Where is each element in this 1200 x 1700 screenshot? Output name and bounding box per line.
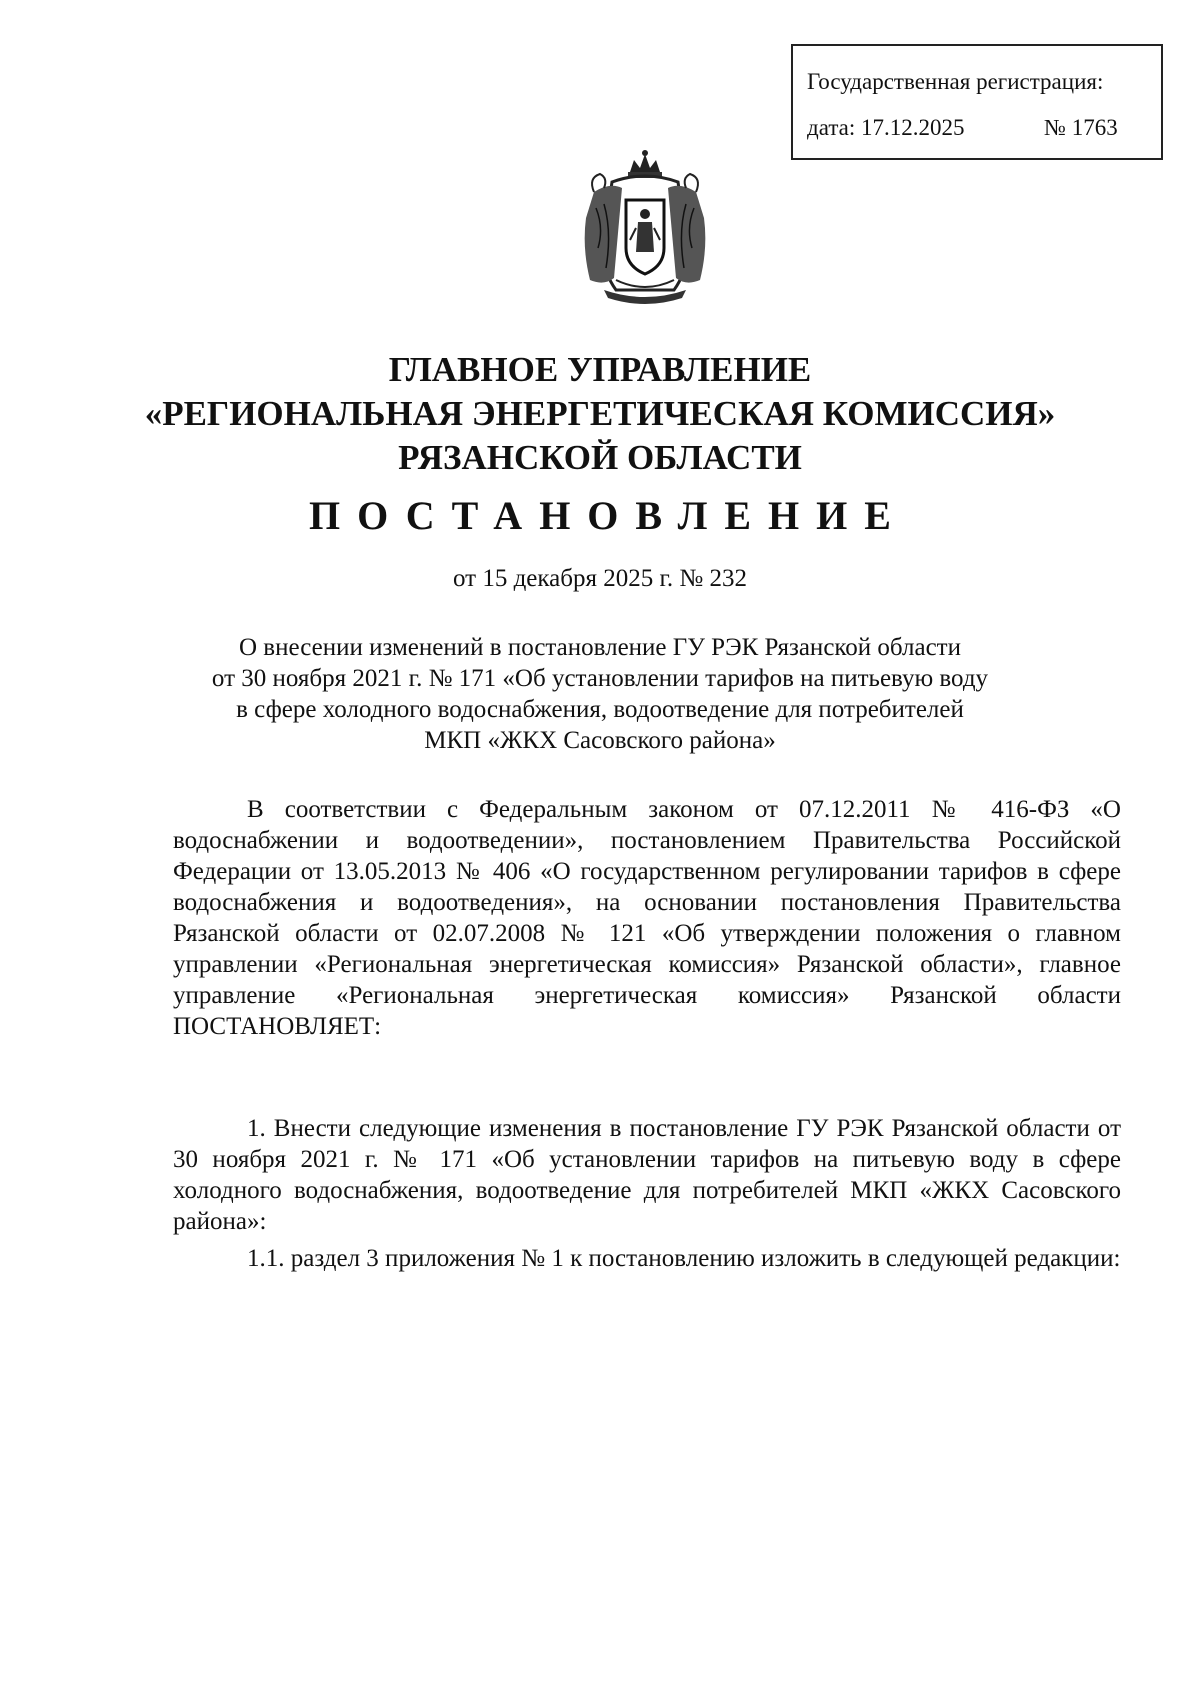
subject-line4: МКП «ЖКХ Сасовского района» [424, 727, 776, 754]
registration-date: дата: 17.12.2025 [807, 115, 965, 140]
organization-title [0, 348, 1200, 480]
document-date: от 15 декабря 2025 г. № 232 [452, 565, 748, 592]
organization-title-line1: ГЛАВНОЕ УПРАВЛЕНИЕ [388, 350, 812, 389]
registration-number: № 1763 [1044, 115, 1118, 140]
subject-line2: от 30 ноября 2021 г. № 171 «Об установлении тарифов на питьевую воду [211, 665, 989, 692]
coat-of-arms-icon [564, 148, 726, 308]
document-type-heading: ПОСТАНОВЛЕНИЕ [309, 493, 908, 538]
item-1-1-paragraph: 1.1. раздел 3 приложения № 1 к постановлению изложить в следующей редакции: [247, 1245, 1121, 1272]
preamble-paragraph: В соответствии с Федеральным законом от 07.12.2011 № 416-ФЗ «О водоснабжении и водоотведении», постановлением Правительства Российской Федерации от 13.05.2013 № 406 «О государственном регулировании тарифов в сфере водоснабжения и водоотведения», на основании постановления Правительства Рязанской области от 02.07.2008 № 121 «Об утверждении положения о главном управлении «Региональная энергетическая комиссия» Рязанской области», главное управление «Региональная энергетическая комиссия» Рязанской области ПОСТАНОВЛЯЕТ: [173, 796, 1121, 1040]
registration-stamp [791, 44, 1163, 160]
subject-line1: О внесении изменений в постановление ГУ РЭК Рязанской области [239, 634, 961, 661]
organization-title-line3: РЯЗАНСКОЙ ОБЛАСТИ [398, 438, 802, 477]
document-subject [0, 632, 1200, 756]
subject-line3: в сфере холодного водоснабжения, водоотведение для потребителей [236, 696, 964, 723]
registration-title: Государственная регистрация: [807, 69, 1104, 94]
organization-title-line2: «РЕГИОНАЛЬНАЯ ЭНЕРГЕТИЧЕСКАЯ КОМИССИЯ» [144, 394, 1056, 433]
item-1-paragraph: 1. Внести следующие изменения в постановление ГУ РЭК Рязанской области от 30 ноября 2021 г. № 171 «Об установлении тарифов на питьевую воду в сфере холодного водоснабжения, водоотведение для потребителей МКП «ЖКХ Сасовского района»: [173, 1115, 1121, 1235]
